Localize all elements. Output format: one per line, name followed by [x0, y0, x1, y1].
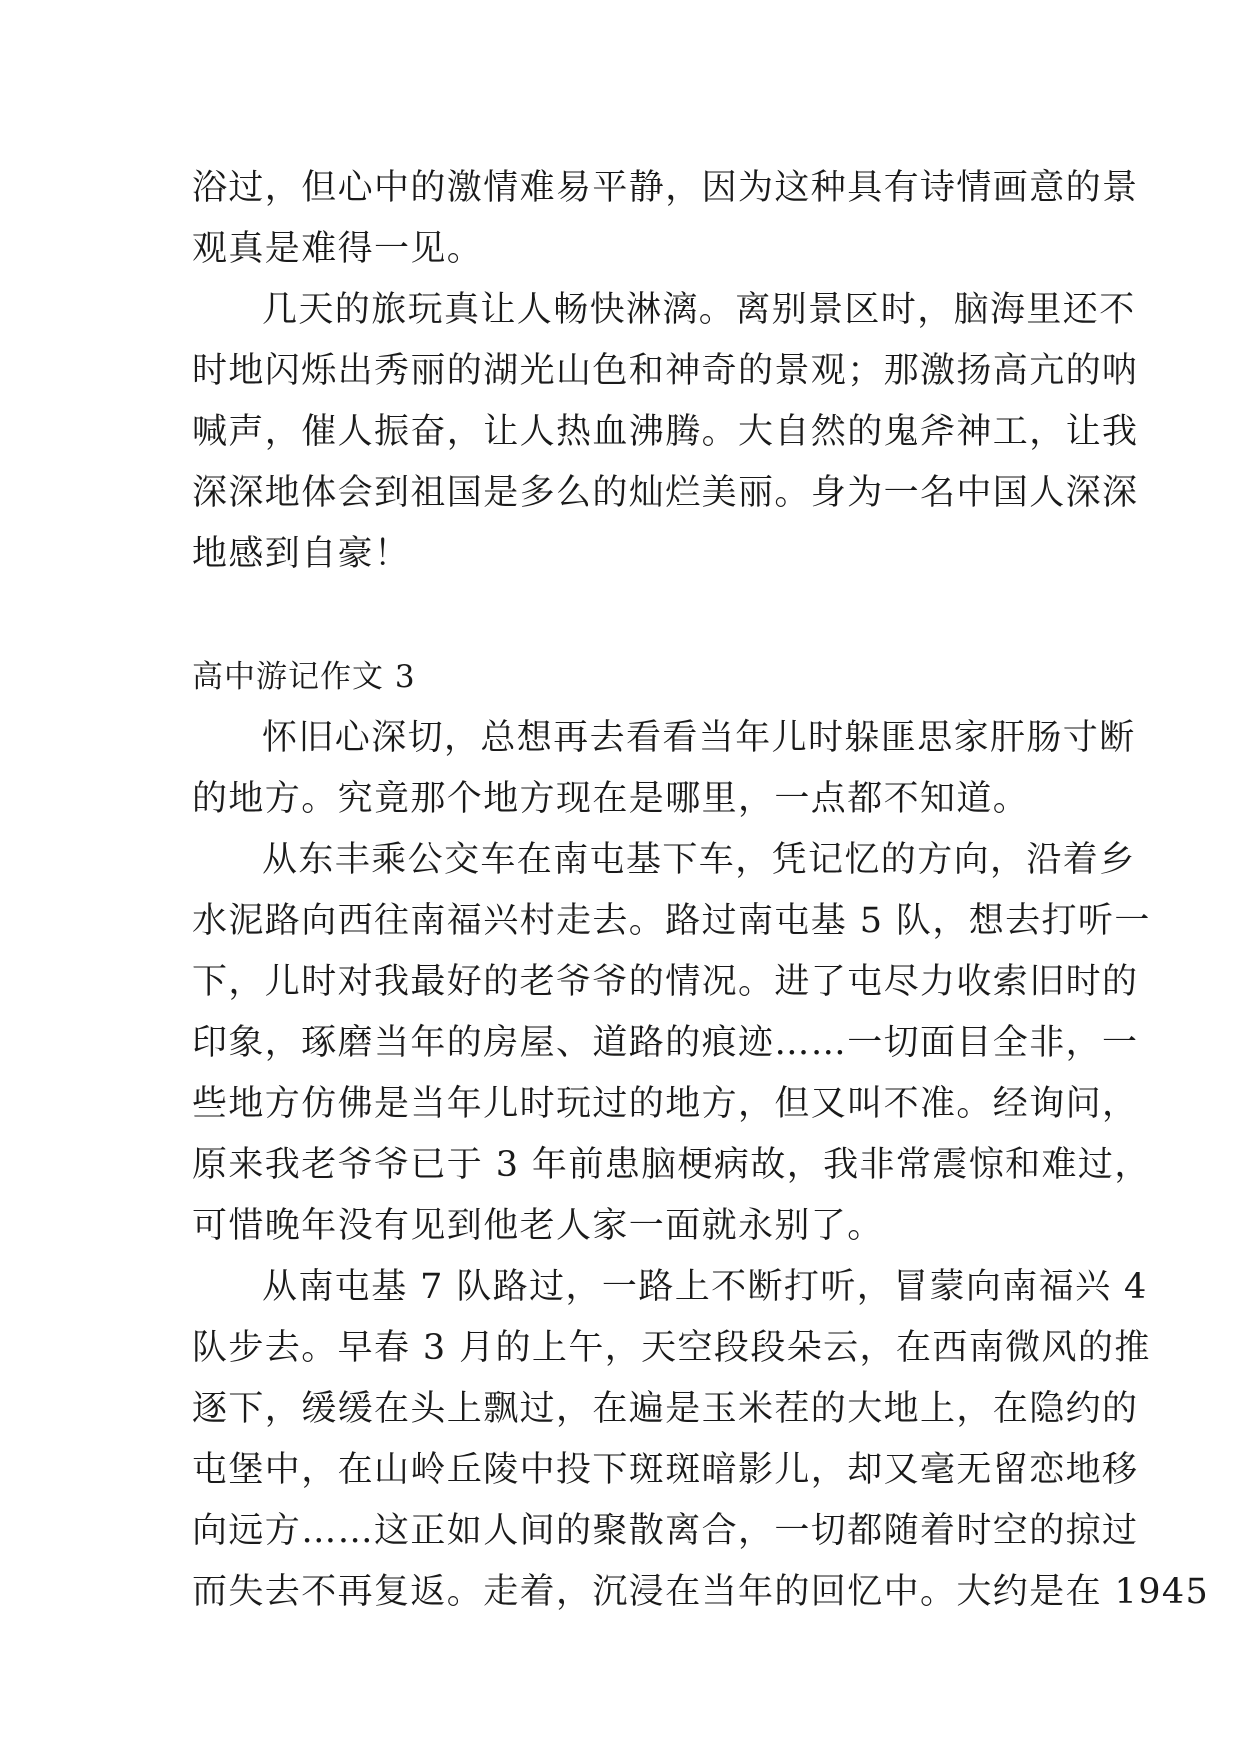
- text-line: 些地方仿佛是当年儿时玩过的地方，但又叫不准。经询问，: [192, 1084, 1139, 1124]
- text-line: 的地方。究竟那个地方现在是哪里，一点都不知道。: [192, 779, 1030, 819]
- text-line: 时地闪烁出秀丽的湖光山色和神奇的景观；那激扬高亢的呐: [192, 351, 1139, 391]
- paragraph: [192, 708, 1136, 830]
- text-line: 喊声，催人振奋，让人热血沸腾。大自然的鬼斧神工，让我: [192, 412, 1139, 452]
- text-line: 印象，琢磨当年的房屋、道路的痕迹……一切面目全非，一: [192, 1023, 1139, 1063]
- paragraph: [192, 280, 1139, 585]
- text-line: 屯堡中，在山岭丘陵中投下斑斑暗影儿，却又毫无留恋地移: [192, 1450, 1139, 1490]
- text-line: 向远方……这正如人间的聚散离合，一切都随着时空的掠过: [192, 1511, 1139, 1551]
- text-line: 观真是难得一见。: [192, 229, 484, 269]
- document-body: [192, 158, 1210, 1623]
- text-line: 原来我老爷爷已于 3 年前患脑梗病故，我非常震惊和难过，: [192, 1145, 1151, 1185]
- text-line: 逐下，缓缓在头上飘过，在遍是玉米茬的大地上，在隐约的: [192, 1389, 1139, 1429]
- text-line: 下，儿时对我最好的老爷爷的情况。进了屯尽力收索旧时的: [192, 962, 1139, 1002]
- text-line: 从东丰乘公交车在南屯基下车，凭记忆的方向，沿着乡: [262, 840, 1136, 880]
- text-line: 地感到自豪！: [192, 534, 411, 574]
- text-line: 而失去不再复返。走着，沉浸在当年的回忆中。大约是在 1945: [192, 1572, 1210, 1612]
- section-title: 高中游记作文 3: [192, 659, 416, 695]
- paragraph: [192, 830, 1151, 1257]
- text-line: 几天的旅玩真让人畅快淋漓。离别景区时，脑海里还不: [262, 290, 1136, 330]
- text-line: 浴过，但心中的激情难易平静，因为这种具有诗情画意的景: [192, 168, 1139, 208]
- paragraph: [192, 158, 1139, 280]
- text-line: 可惜晚年没有见到他老人家一面就永别了。: [192, 1206, 884, 1246]
- text-line: 从南屯基 7 队路过，一路上不断打听，冒蒙向南福兴 4: [262, 1267, 1148, 1307]
- paragraph: [192, 1257, 1210, 1623]
- text-line: 队步去。早春 3 月的上午，天空段段朵云，在西南微风的推: [192, 1328, 1151, 1368]
- text-line: 怀旧心深切，总想再去看看当年儿时躲匪思家肝肠寸断: [262, 718, 1136, 758]
- text-line: 水泥路向西往南福兴村走去。路过南屯基 5 队，想去打听一: [192, 901, 1151, 941]
- text-line: 深深地体会到祖国是多么的灿烂美丽。身为一名中国人深深: [192, 473, 1139, 513]
